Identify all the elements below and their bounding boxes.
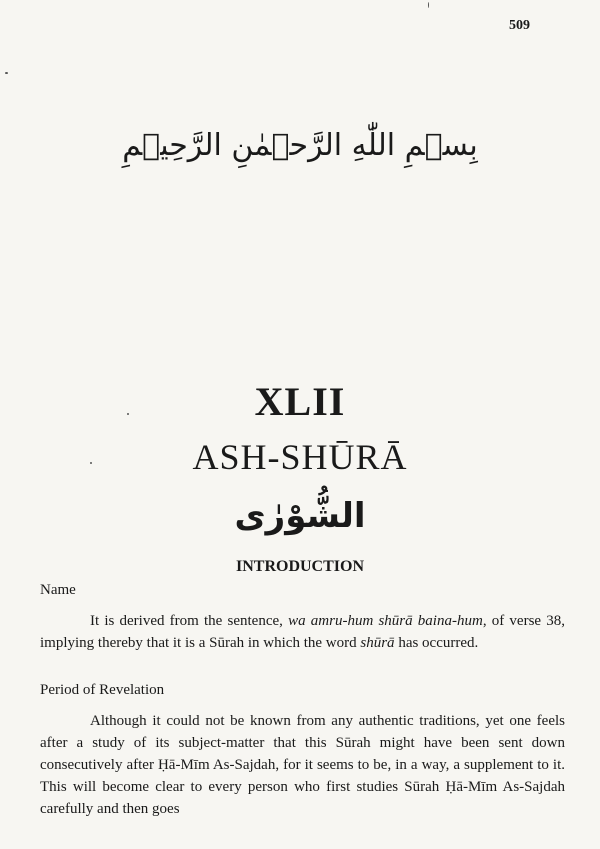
introduction-heading: INTRODUCTION (235, 558, 364, 575)
scan-speck (127, 413, 129, 415)
name-text-5: has occurred. (394, 635, 479, 651)
section-heading-name: Name (40, 582, 76, 598)
name-text-2: wa amru-hum shūrā baina-hum (288, 613, 483, 629)
surah-number: XLII (254, 379, 346, 424)
name-paragraph (40, 610, 565, 654)
scan-speck (90, 462, 92, 464)
surah-title: ASH-SHŪRĀ (192, 437, 408, 477)
surah-title-arabic: الشُّوْرٰى (234, 496, 366, 536)
name-text-1: It is derived from the sentence, (90, 613, 289, 629)
scan-speck (428, 2, 429, 8)
period-paragraph (40, 710, 565, 820)
bismillah-calligraphy: بِسۡمِ اللّٰهِ الرَّحۡمٰنِ الرَّحِيۡمِ (122, 128, 478, 163)
name-text-4: shūrā (360, 635, 395, 651)
name-text-3: , of verse 38, implying thereby that it is a Sūrah in which the word (40, 613, 565, 651)
period-text-1: Although it could not be known from any authentic traditions, yet one feels after a study of its subject-matter that this Sūrah might have been sent down consecutively after Ḥā-Mīm As-Sajdah, for it seems to be, in a way, a supplement to it. This will become clear to every person who first studies Sūrah Ḥā-Mīm As-Sajdah carefully and then goes (40, 713, 565, 817)
page-number: 509 (509, 18, 530, 33)
scan-speck (5, 72, 8, 74)
section-heading-period: Period of Revelation (40, 682, 165, 698)
